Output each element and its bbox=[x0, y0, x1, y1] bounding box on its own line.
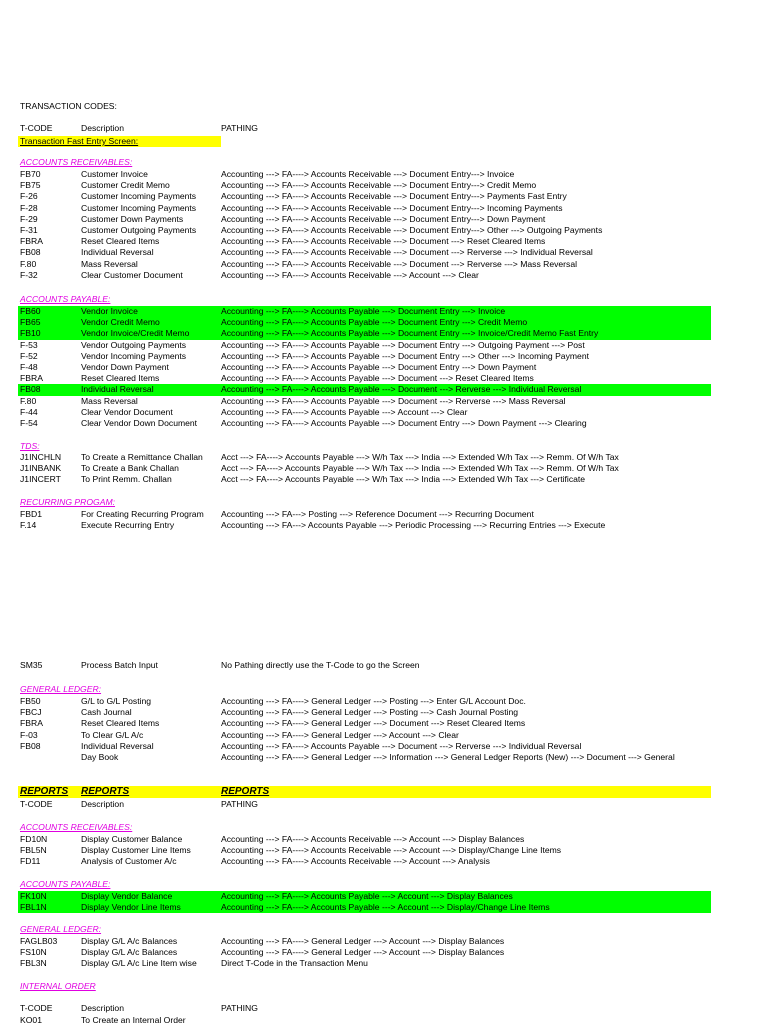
tcode-cell: FB65 bbox=[20, 317, 41, 328]
section-title-rep_ap: ACCOUNTS PAYABLE: bbox=[20, 879, 111, 889]
description-cell: Clear Vendor Document bbox=[81, 406, 173, 417]
table-row bbox=[18, 902, 711, 913]
tcode-cell: F-28 bbox=[20, 202, 38, 213]
pathing-cell: Accounting ---> FA----> Accounts Payable ---> Document Entry ---> Invoice bbox=[221, 306, 506, 316]
tcode-cell: SM35 bbox=[20, 660, 43, 670]
description-cell: Customer Incoming Payments bbox=[81, 202, 197, 213]
tcode-cell: FB10 bbox=[20, 328, 41, 339]
table-row bbox=[18, 225, 711, 236]
pathing-cell: No Pathing directly use the T-Code to go the Screen bbox=[221, 660, 420, 670]
table-row bbox=[18, 270, 711, 281]
section-title-gl: GENERAL LEDGER: bbox=[20, 684, 102, 694]
tcode-cell: FBL3N bbox=[20, 958, 47, 969]
table-row bbox=[18, 947, 711, 958]
description-cell: Vendor Outgoing Payments bbox=[81, 339, 187, 350]
section-title-tds: TDS: bbox=[20, 441, 40, 451]
tcode-cell: F-52 bbox=[20, 350, 38, 361]
description-cell: Customer Down Payments bbox=[81, 213, 184, 224]
section-title-ap: ACCOUNTS PAYABLE: bbox=[20, 294, 111, 304]
tcode-cell: F-32 bbox=[20, 269, 38, 280]
section-title-rep_ar: ACCOUNTS RECEIVABLES: bbox=[20, 822, 133, 832]
section-title-rec: RECURRING PROGAM: bbox=[20, 497, 116, 507]
description-cell: Vendor Invoice bbox=[81, 306, 138, 316]
tcode-cell: FB70 bbox=[20, 169, 41, 179]
description-cell: Analysis of Customer A/c bbox=[81, 856, 177, 867]
table-row bbox=[18, 856, 711, 867]
table-row bbox=[18, 752, 711, 763]
table-row bbox=[18, 730, 711, 741]
tcode-cell: FD10N bbox=[20, 834, 48, 844]
pathing-cell: Accounting ---> FA----> Accounts Payable ---> Document Entry ---> Credit Memo bbox=[221, 317, 528, 328]
tcode-cell: FBL5N bbox=[20, 845, 47, 856]
tcode-cell: FBD1 bbox=[20, 509, 42, 519]
pathing-cell: Accounting ---> FA----> Accounts Receivable ---> Account ---> Clear bbox=[221, 269, 479, 280]
pathing-cell: Accounting ---> FA----> Accounts Payable ---> Document ---> Rerverse ---> Individual Reversal bbox=[221, 740, 582, 751]
table-row bbox=[18, 236, 711, 247]
description-cell: Individual Reversal bbox=[81, 247, 154, 258]
description-cell: To Create a Remittance Challan bbox=[81, 452, 203, 462]
description-cell: Individual Reversal bbox=[81, 740, 154, 751]
tcode-cell: FBRA bbox=[20, 236, 43, 247]
table-row bbox=[18, 741, 711, 752]
col-tcode: T-CODE bbox=[20, 799, 53, 809]
description-cell: G/L to G/L Posting bbox=[81, 696, 152, 706]
description-cell: Display Customer Balance bbox=[81, 834, 183, 844]
description-cell: Clear Customer Document bbox=[81, 269, 183, 280]
pathing-cell: Accounting ---> FA----> General Ledger ---> Information ---> General Ledger Reports (New) ---> Document ---> General bbox=[221, 752, 675, 762]
description-cell: Customer Invoice bbox=[81, 169, 148, 179]
section-title-ar: ACCOUNTS RECEIVABLES: bbox=[20, 157, 133, 167]
description-cell: Execute Recurring Entry bbox=[81, 520, 175, 531]
table-row bbox=[18, 891, 711, 902]
table-row bbox=[18, 373, 711, 384]
tcode-cell: FB08 bbox=[20, 247, 41, 258]
tcode-cell: FS10N bbox=[20, 947, 47, 958]
table-row bbox=[18, 845, 711, 856]
col-tcode: T-CODE bbox=[20, 1003, 53, 1013]
table-row bbox=[18, 407, 711, 418]
pathing-cell: Accounting ---> FA----> Accounts Payable ---> Document ---> Rerverse ---> Mass Reversal bbox=[221, 395, 566, 406]
description-cell: Mass Reversal bbox=[81, 395, 138, 406]
table-row bbox=[18, 474, 711, 485]
description-cell: Display Customer Line Items bbox=[81, 845, 191, 856]
table-row bbox=[18, 203, 711, 214]
description-cell: Vendor Incoming Payments bbox=[81, 350, 187, 361]
table-row bbox=[18, 958, 711, 969]
table-row bbox=[18, 169, 711, 180]
col-description: Description bbox=[81, 1003, 124, 1013]
table-row bbox=[18, 247, 711, 258]
description-cell: Process Batch Input bbox=[81, 660, 158, 670]
pathing-cell: Accounting ---> FA----> Accounts Receivable ---> Document Entry---> Payments Fast Entry bbox=[221, 191, 567, 202]
pathing-cell: Accounting ---> FA----> Accounts Receivable ---> Document Entry---> Other ---> Outgoing Payments bbox=[221, 225, 603, 235]
tcode-cell: FBL1N bbox=[20, 902, 47, 913]
tcode-cell: FB08 bbox=[20, 740, 41, 751]
tcode-cell: FBCJ bbox=[20, 707, 42, 718]
reports-label: REPORTS bbox=[81, 786, 130, 797]
pathing-cell: Accounting ---> FA---> Accounts Payable ---> Periodic Processing ---> Recurring Entries ---> Execute bbox=[221, 520, 606, 531]
col-description: Description bbox=[81, 799, 124, 809]
description-cell: Individual Reversal bbox=[81, 384, 154, 395]
tcode-cell: FB50 bbox=[20, 696, 41, 706]
description-cell: Reset Cleared Items bbox=[81, 236, 160, 247]
pathing-cell: Accounting ---> FA----> Accounts Receivable ---> Account ---> Display/Change Line Items bbox=[221, 845, 562, 856]
pathing-cell: Accounting ---> FA----> Accounts Receivable ---> Document Entry---> Down Payment bbox=[221, 213, 546, 224]
tcode-cell: FB08 bbox=[20, 384, 41, 395]
tcode-cell: J1INCERT bbox=[20, 474, 61, 485]
description-cell: Cash Journal bbox=[81, 707, 132, 718]
io-header-row bbox=[18, 1003, 711, 1014]
pathing-cell: Accounting ---> FA----> General Ledger ---> Account ---> Clear bbox=[221, 729, 459, 740]
table-row bbox=[18, 180, 711, 191]
description-cell: Display Vendor Line Items bbox=[81, 902, 181, 913]
tcode-cell: J1INBANK bbox=[20, 463, 62, 474]
pathing-cell: Accounting ---> FA----> General Ledger ---> Account ---> Display Balances bbox=[221, 936, 505, 946]
table-row bbox=[18, 362, 711, 373]
pathing-cell: Accounting ---> FA----> Accounts Payable ---> Document Entry ---> Other ---> Incoming Payment bbox=[221, 350, 589, 361]
section-title-rep_gl: GENERAL LEDGER: bbox=[20, 924, 102, 934]
tcode-cell: FD11 bbox=[20, 856, 41, 867]
table-row bbox=[18, 718, 711, 729]
page-heading: TRANSACTION CODES: bbox=[20, 101, 117, 111]
description-cell: Customer Credit Memo bbox=[81, 180, 170, 191]
tcode-cell: F-48 bbox=[20, 362, 38, 372]
tcode-cell: FB60 bbox=[20, 306, 41, 316]
tcode-cell: FB75 bbox=[20, 180, 41, 191]
table-row bbox=[18, 509, 711, 520]
table-row bbox=[18, 452, 711, 463]
pathing-cell: Accounting ---> FA----> Accounts Payable ---> Document ---> Rerverse ---> Individual Reversal bbox=[221, 384, 582, 395]
tcode-cell: FBRA bbox=[20, 718, 43, 729]
description-cell: Display G/L A/c Balances bbox=[81, 936, 178, 946]
description-cell: To Print Remm. Challan bbox=[81, 474, 172, 485]
table-row bbox=[18, 418, 711, 429]
tcode-cell: F-03 bbox=[20, 729, 38, 740]
reports-header-row bbox=[18, 799, 711, 810]
description-cell: Customer Outgoing Payments bbox=[81, 225, 197, 235]
pathing-cell: Accounting ---> FA---> Posting ---> Reference Document ---> Recurring Document bbox=[221, 509, 534, 519]
pathing-cell: Accounting ---> FA----> Accounts Payable ---> Document Entry ---> Outgoing Payment ---> Post bbox=[221, 339, 585, 350]
table-row bbox=[18, 317, 711, 328]
pathing-cell: Accounting ---> FA----> Accounts Receivable ---> Account ---> Analysis bbox=[221, 856, 490, 867]
description-cell: Vendor Invoice/Credit Memo bbox=[81, 328, 190, 339]
pathing-cell: Acct ---> FA----> Accounts Payable ---> W/h Tax ---> India ---> Extended W/h Tax ---> Remm. Of W/h Tax bbox=[221, 463, 619, 474]
table-row bbox=[18, 191, 711, 202]
table-row bbox=[18, 214, 711, 225]
description-cell: Mass Reversal bbox=[81, 258, 138, 269]
table-row bbox=[18, 520, 711, 531]
pathing-cell: Accounting ---> FA----> General Ledger ---> Document ---> Reset Cleared Items bbox=[221, 718, 526, 729]
table-row bbox=[18, 936, 711, 947]
description-cell: Vendor Down Payment bbox=[81, 362, 169, 372]
tcode-cell: FAGLB03 bbox=[20, 936, 58, 946]
tcode-cell: F-54 bbox=[20, 418, 38, 428]
pathing-cell: Accounting ---> FA----> Accounts Receivable ---> Document ---> Rerverse ---> Mass Reversal bbox=[221, 258, 578, 269]
col-pathing: PATHING bbox=[221, 123, 258, 133]
pathing-cell: Accounting ---> FA----> Accounts Payable ---> Document Entry ---> Down Payment bbox=[221, 362, 537, 372]
table-row bbox=[18, 259, 711, 270]
pathing-cell: Accounting ---> FA----> Accounts Receivable ---> Document Entry---> Credit Memo bbox=[221, 180, 537, 191]
pathing-cell: Accounting ---> FA----> General Ledger ---> Account ---> Display Balances bbox=[221, 947, 505, 958]
table-row bbox=[18, 384, 711, 395]
pathing-cell: Direct T-Code in the Transaction Menu bbox=[221, 958, 368, 969]
pathing-cell: Accounting ---> FA----> Accounts Payable ---> Account ---> Display Balances bbox=[221, 891, 513, 901]
table-row bbox=[18, 660, 711, 671]
table-row bbox=[18, 351, 711, 362]
section-title-io: INTERNAL ORDER bbox=[20, 981, 96, 991]
table-row bbox=[18, 328, 711, 339]
pathing-cell: Accounting ---> FA----> Accounts Receivable ---> Document ---> Reset Cleared Items bbox=[221, 236, 546, 247]
description-cell: Vendor Credit Memo bbox=[81, 317, 160, 328]
pathing-cell: Acct ---> FA----> Accounts Payable ---> W/h Tax ---> India ---> Extended W/h Tax ---> Certificate bbox=[221, 474, 586, 485]
description-cell: To Create an Internal Order bbox=[81, 1015, 186, 1025]
col-description: Description bbox=[81, 123, 124, 133]
tcode-cell: F.80 bbox=[20, 395, 37, 406]
tcode-cell: F-44 bbox=[20, 406, 38, 417]
pathing-cell: Accounting ---> FA----> Accounts Payable ---> Account ---> Display/Change Line Items bbox=[221, 902, 550, 913]
tcode-cell: J1INCHLN bbox=[20, 452, 62, 462]
table-row bbox=[18, 707, 711, 718]
pathing-cell: Accounting ---> FA----> Accounts Payable ---> Document Entry ---> Invoice/Credit Memo Fast Entry bbox=[221, 328, 599, 339]
tcode-cell: F.80 bbox=[20, 258, 37, 269]
tcode-cell: F-26 bbox=[20, 191, 38, 202]
tcode-cell: F.14 bbox=[20, 520, 37, 531]
reports-label: REPORTS bbox=[20, 786, 69, 797]
table-row bbox=[18, 696, 711, 707]
pathing-cell: Accounting ---> FA----> Accounts Payable ---> Document ---> Reset Cleared Items bbox=[221, 373, 534, 384]
table-row bbox=[18, 396, 711, 407]
description-cell: Reset Cleared Items bbox=[81, 373, 160, 384]
description-cell: Reset Cleared Items bbox=[81, 718, 160, 729]
pathing-cell: Accounting ---> FA----> Accounts Receivable ---> Account ---> Display Balances bbox=[221, 834, 525, 844]
col-pathing: PATHING bbox=[221, 1003, 258, 1013]
description-cell: Clear Vendor Down Document bbox=[81, 418, 198, 428]
reports-bar bbox=[18, 786, 711, 798]
col-pathing: PATHING bbox=[221, 799, 258, 809]
fast-entry-label: Transaction Fast Entry Screen: bbox=[18, 136, 221, 147]
description-cell: Display G/L A/c Line Item wise bbox=[81, 958, 197, 969]
col-tcode: T-CODE bbox=[20, 123, 53, 133]
pathing-cell: Accounting ---> FA----> General Ledger ---> Posting ---> Enter G/L Account Doc. bbox=[221, 696, 526, 706]
pathing-cell: Accounting ---> FA----> Accounts Receivable ---> Document Entry---> Incoming Payments bbox=[221, 202, 563, 213]
description-cell: Day Book bbox=[81, 752, 119, 762]
pathing-cell: Accounting ---> FA----> Accounts Payable ---> Document Entry ---> Down Payment ---> Clearing bbox=[221, 418, 587, 428]
reports-label: REPORTS bbox=[221, 786, 270, 797]
pathing-cell: Acct ---> FA----> Accounts Payable ---> W/h Tax ---> India ---> Extended W/h Tax ---> Remm. Of W/h Tax bbox=[221, 452, 619, 462]
tcode-cell: KO01 bbox=[20, 1015, 42, 1025]
description-cell: To Create a Bank Challan bbox=[81, 463, 179, 474]
description-cell: Customer Incoming Payments bbox=[81, 191, 197, 202]
description-cell: To Clear G/L A/c bbox=[81, 729, 144, 740]
tcode-cell: F-29 bbox=[20, 213, 38, 224]
description-cell: Display G/L A/c Balances bbox=[81, 947, 178, 958]
column-header-row bbox=[18, 123, 711, 134]
pathing-cell: Accounting ---> FA----> General Ledger ---> Posting ---> Cash Journal Posting bbox=[221, 707, 519, 718]
tcode-cell: FBRA bbox=[20, 373, 43, 384]
description-cell: Display Vendor Balance bbox=[81, 891, 173, 901]
table-row bbox=[18, 306, 711, 317]
table-row bbox=[18, 834, 711, 845]
table-row bbox=[18, 1015, 711, 1026]
tcode-cell: F-31 bbox=[20, 225, 38, 235]
table-row bbox=[18, 463, 711, 474]
table-row bbox=[18, 340, 711, 351]
tcode-cell: F-53 bbox=[20, 339, 38, 350]
pathing-cell: Accounting ---> FA----> Accounts Payable ---> Account ---> Clear bbox=[221, 406, 468, 417]
pathing-cell: Accounting ---> FA----> Accounts Receivable ---> Document ---> Rerverse ---> Individual Reversal bbox=[221, 247, 593, 258]
tcode-cell: FK10N bbox=[20, 891, 47, 901]
description-cell: For Creating Recurring Program bbox=[81, 509, 204, 519]
pathing-cell: Accounting ---> FA----> Accounts Receivable ---> Document Entry---> Invoice bbox=[221, 169, 515, 179]
